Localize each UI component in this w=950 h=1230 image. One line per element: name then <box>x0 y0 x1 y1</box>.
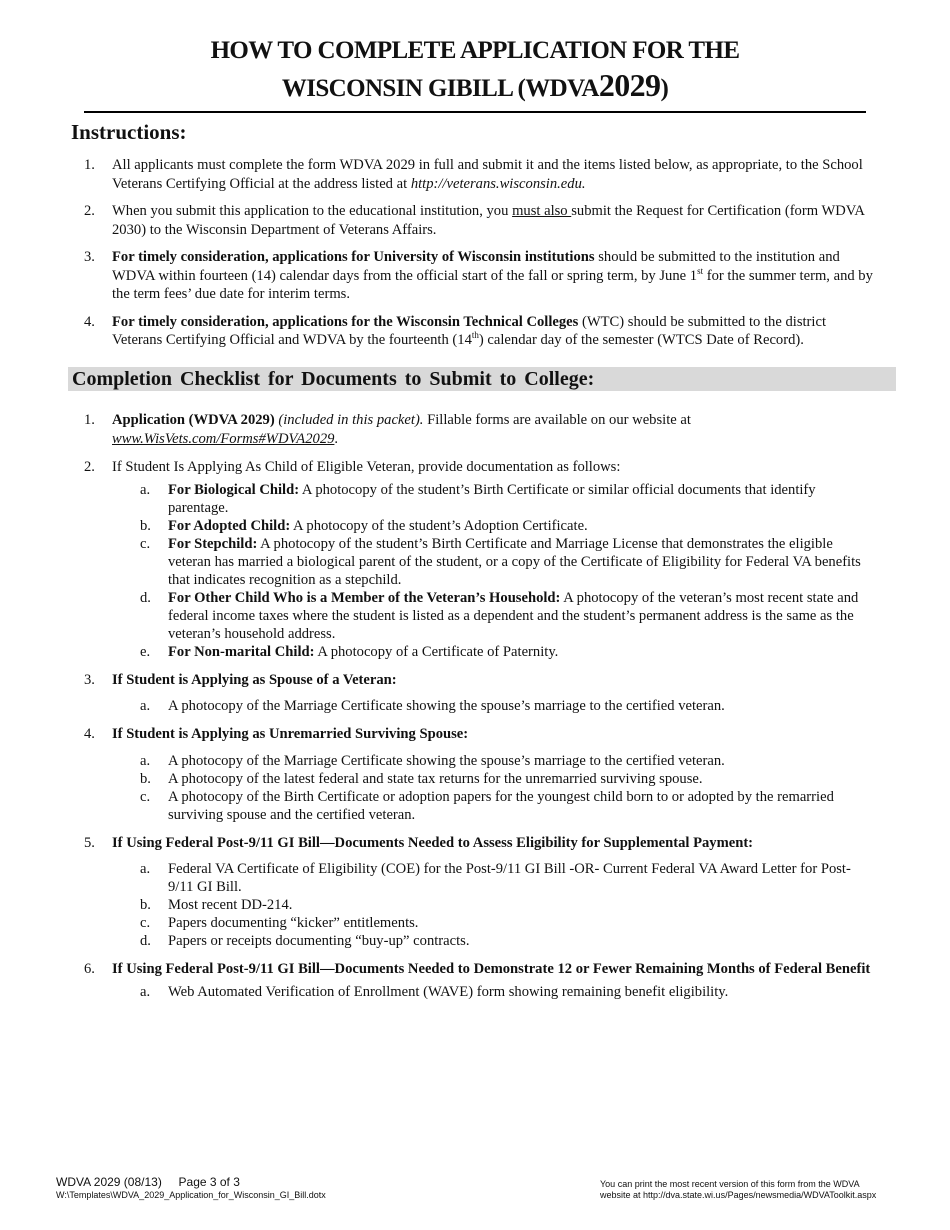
checklist-list <box>84 411 874 1011</box>
sub-item: a. A photocopy of the Marriage Certificate showing the spouse’s marriage to the certified veteran. <box>140 752 725 769</box>
instruction-item-4: 4. For timely consideration, applications for the Wisconsin Technical Colleges (WTC) should be submitted to the district Veterans Certifying Official and WDVA by the fourteenth (14th) calendar day of the semester (WTCS Date of Record). <box>84 313 826 348</box>
instruction-item-1: 1. All applicants must complete the form WDVA 2029 in full and submit it and the items listed below, as appropriate, to the School Veterans Certifying Official at the address listed at http://veterans.wisconsin.edu. <box>84 157 863 192</box>
remaining-benefit-documentation-list <box>112 983 874 1001</box>
title-line-1: HOW TO COMPLETE APPLICATION FOR THE <box>210 37 740 64</box>
form-number: 2029 <box>598 67 661 103</box>
sub-item: b. For Adopted Child: A photocopy of the student’s Adoption Certificate. <box>140 517 588 534</box>
sub-item: e. For Non-marital Child: A photocopy of a Certificate of Paternity. <box>140 643 559 660</box>
sub-item: c. Papers documenting “kicker” entitlements. <box>140 915 419 931</box>
checklist-item-4: 4. If Student is Applying as Unremarried Surviving Spouse: a. A photocopy of the Marriage Certificate showing the spouse’s marriage to the certified veteran. b. A photocopy of the latest federal and state tax returns for the unremarried surviving spouse. c. A photocopy of the Birth Certificate or adoption papers for the youngest child born to or adopted by the remarried surviving spouse and the certified veteran. <box>84 725 874 824</box>
must-also-emphasis: must also <box>512 203 572 219</box>
child-documentation-list <box>112 481 874 661</box>
template-path: W:\Templates\WDVA_2029_Application_for_Wisconsin_GI_Bill.dotx <box>56 1190 326 1200</box>
checklist-heading: Completion Checklist for Documents to Submit to College: <box>68 367 896 391</box>
veterans-url: http://veterans.wisconsin.edu. <box>410 175 586 192</box>
checklist-item-5: 5. If Using Federal Post-9/11 GI Bill—Documents Needed to Assess Eligibility for Supplemental Payment: a. Federal VA Certificate of Eligibility (COE) for the Post-9/11 GI Bill -OR- Current Federal VA Award Letter for Post-9/11 GI Bill. b. Most recent DD-214. c. Papers documenting “kicker” entitlements. d. Papers or receipts documenting “buy-up” contracts. <box>84 834 874 951</box>
form-id: WDVA 2029 (08/13) <box>56 1175 162 1189</box>
sub-item: a. A photocopy of the Marriage Certificate showing the spouse’s marriage to the certified veteran. <box>140 698 725 714</box>
sub-item: d. For Other Child Who is a Member of the Veteran’s Household: A photocopy of the veteran’s most recent state and federal income taxes where the student is listed as a dependent and the student’s permanent address is the same as the veteran’s household address. <box>140 589 859 642</box>
sub-item: b. Most recent DD-214. <box>140 897 293 913</box>
sub-item: a. Web Automated Verification of Enrollment (WAVE) form showing remaining benefit eligibility. <box>140 983 729 1000</box>
checklist-item-3: 3. If Student is Applying as Spouse of a Veteran: a. A photocopy of the Marriage Certificate showing the spouse’s marriage to the certified veteran. <box>84 671 874 716</box>
title-divider <box>84 111 866 113</box>
sub-item: a. Federal VA Certificate of Eligibility (COE) for the Post-9/11 GI Bill -OR- Current Federal VA Award Letter for Post-9/11 GI Bill. <box>140 861 851 895</box>
checklist-item-1: 1. Application (WDVA 2029) (included in this packet). Fillable forms are available on our website at www.WisVets.com/Forms#WDVA2029. <box>84 412 691 447</box>
sub-item: a. For Biological Child: A photocopy of the student’s Birth Certificate or similar official documents that identify parentage. <box>140 481 816 516</box>
footer-left <box>56 1175 326 1201</box>
sub-item: c. For Stepchild: A photocopy of the student’s Birth Certificate and Marriage License that demonstrates the eligible veteran has married a biological parent of the student, or a copy of the Certificate of Eligibility for Federal VA benefits that indicates recognition as a stepchild. <box>140 535 861 588</box>
sub-item: c. A photocopy of the Birth Certificate or adoption papers for the youngest child born to or adopted by the remarried surviving spouse and the certified veteran. <box>140 788 834 823</box>
print-note-line-2: website at http://dva.state.wi.us/Pages/newsmedia/WDVAToolkit.aspx <box>600 1190 877 1200</box>
checklist-item-6: 6. If Using Federal Post-9/11 GI Bill—Documents Needed to Demonstrate 12 or Fewer Remaining Months of Federal Benefit a. Web Automated Verification of Enrollment (WAVE) form showing remaining benefit eligibility. <box>84 960 874 1001</box>
instruction-item-2: 2. When you submit this application to the educational institution, you must also submit the Request for Certification (form WDVA 2030) to the Wisconsin Department of Veterans Affairs. <box>84 203 865 238</box>
surviving-spouse-documentation-list <box>112 752 874 824</box>
instructions-heading: Instructions: <box>71 120 187 144</box>
title-line-2: WISCONSIN GIBILL (WDVA2029) <box>281 67 669 103</box>
supplemental-payment-documentation-list <box>112 860 874 950</box>
wisvets-forms-link[interactable]: www.WisVets.com/Forms#WDVA2029 <box>112 430 335 447</box>
spouse-documentation-list <box>112 697 874 715</box>
sub-item: b. A photocopy of the latest federal and state tax returns for the unremarried surviving spouse. <box>140 770 703 787</box>
instructions-list <box>84 156 874 359</box>
sub-item: d. Papers or receipts documenting “buy-up” contracts. <box>140 933 470 949</box>
print-note-line-1: You can print the most recent version of this form from the WDVA <box>600 1179 860 1189</box>
instruction-item-3: 3. For timely consideration, applications for University of Wisconsin institutions should be submitted to the institution and WDVA within fourteen (14) calendar days from the official start of the fall or spring term, by June 1st for the summer term, and by the term fees’ due date for interim terms. <box>84 249 873 302</box>
page-number: Page 3 of 3 <box>178 1175 240 1189</box>
checklist-item-2: 2. If Student Is Applying As Child of Eligible Veteran, provide documentation as follows: a. For Biological Child: A photocopy of the student’s Birth Certificate or similar official documents that identify parentage. b. For Adopted Child: A photocopy of the student’s Adoption Certificate. c. For Stepchild: A photocopy of the student’s Birth Certificate and Marriage License that demonstrates the eligible veteran has married a biological parent of the student, or a copy of the Certificate of Eligibility for Federal VA benefits that indicates recognition as a stepchild. d. For Other Child Who is a Member of the Veteran’s Household: A photocopy of the veteran’s most recent state and federal income taxes where the student is listed as a dependent and the student’s permanent address is the same as the veteran’s household address. e. For Non-marital Child: A photocopy of a Certificate of Paternity. <box>84 458 874 661</box>
footer-right <box>600 1179 900 1201</box>
document-title <box>0 34 950 106</box>
